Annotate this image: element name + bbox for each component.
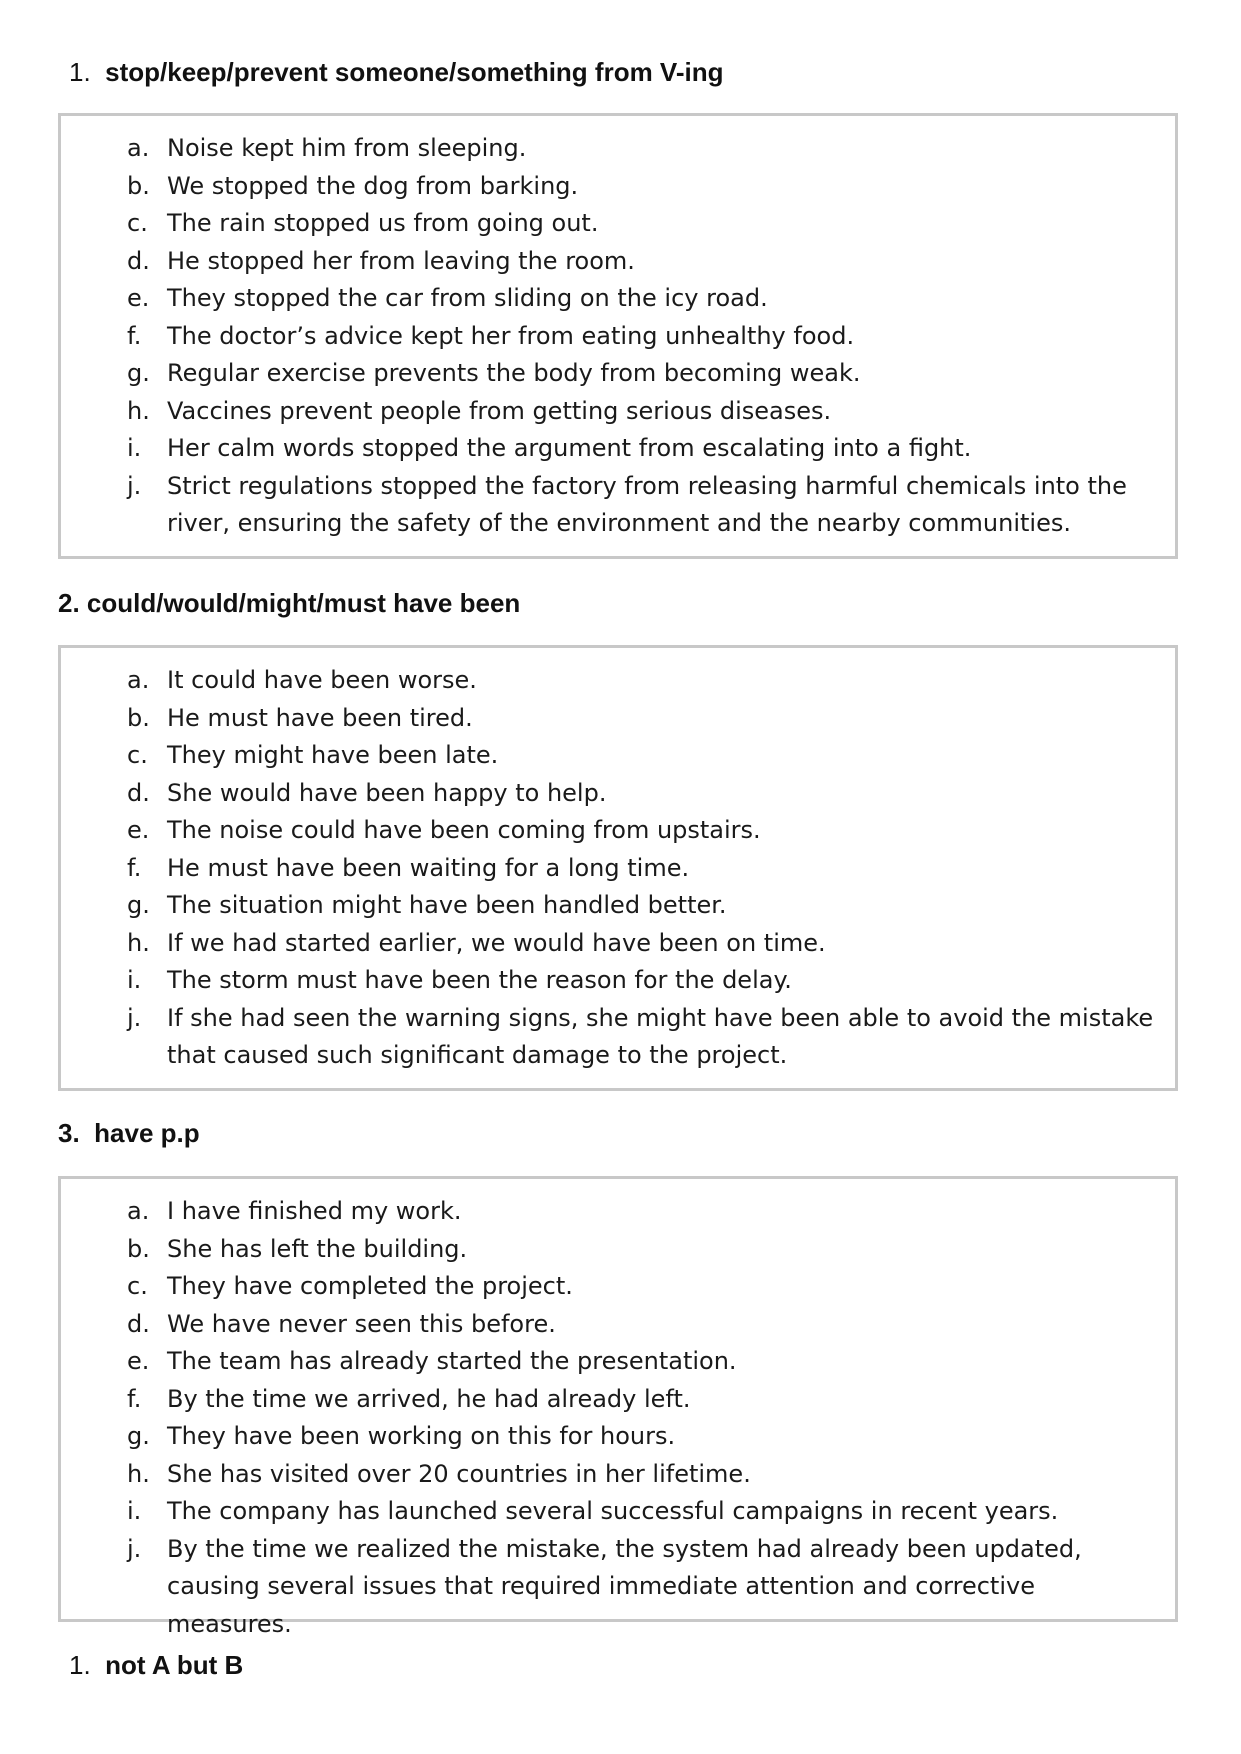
list-item: b. She has left the building. bbox=[127, 1234, 468, 1263]
list-item: d. He stopped her from leaving the room. bbox=[127, 246, 635, 275]
list-item: a. It could have been worse. bbox=[127, 666, 477, 694]
list-item: g. They have been working on this for hours. bbox=[127, 1422, 676, 1450]
section-1-examples-box bbox=[58, 113, 1178, 559]
list-item: d. She would have been happy to help. bbox=[127, 778, 607, 807]
list-item: g. Regular exercise prevents the body from becoming weak. bbox=[127, 359, 861, 387]
section-number: 1. bbox=[69, 57, 91, 87]
list-item: c. The rain stopped us from going out. bbox=[127, 209, 599, 237]
section-2-heading bbox=[58, 588, 520, 618]
list-item: j. If she had seen the warning signs, she might have been able to avoid the mistake that caused such significant damage to the project. bbox=[127, 1003, 1154, 1069]
list-item: a. I have finished my work. bbox=[127, 1197, 462, 1225]
list-item: c. They might have been late. bbox=[127, 741, 499, 769]
list-item: j. Strict regulations stopped the factory from releasing harmful chemicals into the river, ensuring the safety of the environment and the nearby communities. bbox=[127, 471, 1127, 537]
list-item: h. Vaccines prevent people from getting serious diseases. bbox=[127, 396, 832, 425]
list-item: i. The company has launched several successful campaigns in recent years. bbox=[127, 1497, 1059, 1525]
section-title: not A but B bbox=[105, 1650, 244, 1680]
section-title: could/would/might/must have been bbox=[86, 588, 521, 618]
section-3-heading bbox=[58, 1118, 200, 1148]
list-item: d. We have never seen this before. bbox=[127, 1309, 556, 1338]
example-list bbox=[61, 1179, 1175, 1643]
example-list bbox=[61, 116, 1175, 543]
list-item: h. She has visited over 20 countries in her lifetime. bbox=[127, 1459, 751, 1488]
section-title: stop/keep/prevent someone/something from V-ing bbox=[105, 57, 724, 87]
section-title: have p.p bbox=[94, 1118, 200, 1148]
list-item: e. They stopped the car from sliding on the icy road. bbox=[127, 284, 768, 312]
section-number: 2. bbox=[58, 588, 80, 618]
section-2-examples-box bbox=[58, 645, 1178, 1091]
section-1-heading bbox=[69, 57, 723, 87]
list-item: e. The team has already started the presentation. bbox=[127, 1347, 737, 1375]
list-item: j. By the time we realized the mistake, the system had already been updated, causing several issues that required immediate attention and corrective measures. bbox=[127, 1534, 1082, 1638]
example-list bbox=[61, 648, 1175, 1075]
list-item: b. We stopped the dog from barking. bbox=[127, 171, 579, 200]
section-number: 3. bbox=[58, 1118, 80, 1148]
section-4-heading bbox=[69, 1650, 243, 1680]
list-item: f. The doctor’s advice kept her from eating unhealthy food. bbox=[127, 321, 855, 350]
list-item: b. He must have been tired. bbox=[127, 703, 473, 732]
list-item: h. If we had started earlier, we would have been on time. bbox=[127, 928, 826, 957]
list-item: i. The storm must have been the reason for the delay. bbox=[127, 966, 792, 994]
list-item: i. Her calm words stopped the argument from escalating into a fight. bbox=[127, 434, 972, 462]
list-item: f. By the time we arrived, he had already left. bbox=[127, 1384, 691, 1413]
list-item: a. Noise kept him from sleeping. bbox=[127, 134, 527, 162]
section-3-examples-box bbox=[58, 1176, 1178, 1638]
list-item: f. He must have been waiting for a long time. bbox=[127, 853, 690, 882]
section-number: 1. bbox=[69, 1650, 91, 1680]
list-item: c. They have completed the project. bbox=[127, 1272, 573, 1300]
list-item: g. The situation might have been handled better. bbox=[127, 891, 727, 919]
list-item: e. The noise could have been coming from upstairs. bbox=[127, 816, 761, 844]
